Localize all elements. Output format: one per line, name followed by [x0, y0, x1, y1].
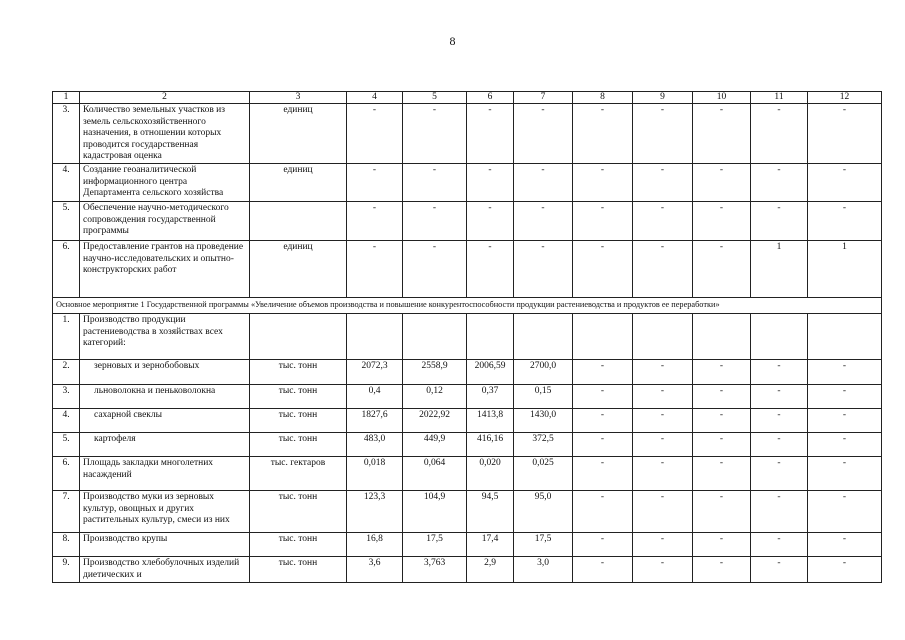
value-cell: - [514, 241, 573, 298]
value-cell: - [693, 457, 751, 491]
value-cell: - [633, 457, 693, 491]
unit-cell: тыс. тонн [250, 491, 347, 533]
value-cell: - [514, 164, 573, 202]
value-cell: 0,020 [467, 457, 514, 491]
row-number-cell: 4. [53, 409, 80, 433]
value-cell: - [693, 104, 751, 164]
value-cell: 0,025 [514, 457, 573, 491]
value-cell: - [693, 202, 751, 241]
value-cell [693, 314, 751, 360]
value-cell: - [633, 241, 693, 298]
value-cell: - [633, 533, 693, 557]
section-title: Основное мероприятие 1 Государственной программы «Увеличение объемов производства и повышение конкурентоспособности продукции растениеводства и продуктов ее переработки» [53, 298, 882, 314]
unit-cell: тыс. тонн [250, 409, 347, 433]
value-cell: 0,12 [403, 385, 467, 409]
table-row [53, 457, 882, 491]
value-cell: 0,37 [467, 385, 514, 409]
page-number: 8 [449, 34, 456, 48]
value-cell: - [347, 104, 403, 164]
value-cell: - [573, 533, 633, 557]
value-cell: - [573, 491, 633, 533]
value-cell [347, 314, 403, 360]
value-cell: 483,0 [347, 433, 403, 457]
value-cell: - [751, 433, 808, 457]
value-cell: - [467, 241, 514, 298]
indicator-name-cell: зерновых и зернобобовых [80, 360, 250, 385]
value-cell: 0,018 [347, 457, 403, 491]
value-cell: 104,9 [403, 491, 467, 533]
unit-cell: единиц [250, 104, 347, 164]
value-cell: - [467, 164, 514, 202]
value-cell: - [808, 104, 882, 164]
value-cell: - [693, 409, 751, 433]
value-cell: - [573, 164, 633, 202]
value-cell: - [633, 491, 693, 533]
value-cell: - [573, 241, 633, 298]
value-cell: - [808, 457, 882, 491]
value-cell: 2022,92 [403, 409, 467, 433]
value-cell: - [347, 202, 403, 241]
row-number-cell: 1. [53, 314, 80, 360]
value-cell: 1430,0 [514, 409, 573, 433]
row-number-cell: 5. [53, 202, 80, 241]
indicator-name-cell: Площадь закладки многолетних насаждений [80, 457, 250, 491]
table-row [53, 433, 882, 457]
unit-cell: тыс. тонн [250, 360, 347, 385]
value-cell: 0,4 [347, 385, 403, 409]
unit-cell: тыс. тонн [250, 557, 347, 583]
value-cell: - [693, 557, 751, 583]
value-cell: - [808, 360, 882, 385]
value-cell: - [693, 385, 751, 409]
value-cell: - [808, 409, 882, 433]
unit-cell: тыс. гектаров [250, 457, 347, 491]
row-number-cell: 8. [53, 533, 80, 557]
value-cell: - [403, 164, 467, 202]
table-body [53, 92, 882, 583]
indicator-name-cell: Обеспечение научно-методического сопровождения государственной программы [80, 202, 250, 241]
value-cell: - [573, 409, 633, 433]
value-cell: 94,5 [467, 491, 514, 533]
value-cell: - [467, 104, 514, 164]
value-cell: 2006,59 [467, 360, 514, 385]
value-cell: 449,9 [403, 433, 467, 457]
table-row [53, 491, 882, 533]
column-number-cell: 2 [80, 92, 250, 104]
value-cell: - [633, 409, 693, 433]
value-cell: - [633, 164, 693, 202]
value-cell: 17,5 [403, 533, 467, 557]
value-cell [633, 314, 693, 360]
value-cell [573, 314, 633, 360]
value-cell: - [693, 360, 751, 385]
value-cell: 123,3 [347, 491, 403, 533]
row-number-cell: 4. [53, 164, 80, 202]
row-number-cell: 7. [53, 491, 80, 533]
column-number-cell: 6 [467, 92, 514, 104]
table-row [53, 241, 882, 298]
unit-cell [250, 202, 347, 241]
value-cell: - [751, 164, 808, 202]
value-cell: - [633, 385, 693, 409]
indicator-name-cell: сахарной свеклы [80, 409, 250, 433]
unit-cell [250, 314, 347, 360]
value-cell: - [693, 433, 751, 457]
indicator-name-cell: Количество земельных участков из земель сельскохозяйственного назначения, в отношении которых проводится государственная кадастровая оценка [80, 104, 250, 164]
column-number-cell: 3 [250, 92, 347, 104]
column-number-cell: 8 [573, 92, 633, 104]
table-row [53, 360, 882, 385]
value-cell: 1827,6 [347, 409, 403, 433]
indicator-name-cell: Создание геоаналитической информационного центра Департамента сельского хозяйства [80, 164, 250, 202]
value-cell [751, 314, 808, 360]
value-cell: 0,064 [403, 457, 467, 491]
value-cell: - [693, 491, 751, 533]
column-number-cell: 11 [751, 92, 808, 104]
value-cell: - [808, 433, 882, 457]
column-number-cell: 9 [633, 92, 693, 104]
value-cell: 2700,0 [514, 360, 573, 385]
value-cell: 2558,9 [403, 360, 467, 385]
value-cell: - [751, 385, 808, 409]
row-number-cell: 9. [53, 557, 80, 583]
value-cell: - [573, 385, 633, 409]
value-cell: - [633, 104, 693, 164]
value-cell: - [751, 360, 808, 385]
value-cell: 17,5 [514, 533, 573, 557]
value-cell: 3,6 [347, 557, 403, 583]
value-cell: - [808, 385, 882, 409]
table-row [53, 314, 882, 360]
column-number-cell: 1 [53, 92, 80, 104]
value-cell: - [751, 457, 808, 491]
value-cell: - [573, 360, 633, 385]
unit-cell: тыс. тонн [250, 533, 347, 557]
column-number-cell: 10 [693, 92, 751, 104]
value-cell: - [573, 457, 633, 491]
value-cell: - [633, 202, 693, 241]
column-number-cell: 4 [347, 92, 403, 104]
column-number-row [53, 92, 882, 104]
value-cell: 416,16 [467, 433, 514, 457]
row-number-cell: 5. [53, 433, 80, 457]
value-cell: - [808, 557, 882, 583]
value-cell: 3,0 [514, 557, 573, 583]
indicator-name-cell: Производство крупы [80, 533, 250, 557]
value-cell: - [514, 104, 573, 164]
value-cell: - [403, 104, 467, 164]
table-row [53, 202, 882, 241]
value-cell: - [573, 557, 633, 583]
indicators-table [52, 91, 882, 583]
value-cell: - [633, 433, 693, 457]
indicator-name-cell: картофеля [80, 433, 250, 457]
indicator-name-cell: Производство муки из зерновых культур, овощных и других растительных культур, смеси из них [80, 491, 250, 533]
value-cell: 0,15 [514, 385, 573, 409]
value-cell: - [633, 360, 693, 385]
value-cell: 2072,3 [347, 360, 403, 385]
column-number-cell: 7 [514, 92, 573, 104]
unit-cell: единиц [250, 241, 347, 298]
value-cell: - [751, 202, 808, 241]
unit-cell: тыс. тонн [250, 433, 347, 457]
indicator-name-cell: Производство продукции растениеводства в хозяйствах всех категорий: [80, 314, 250, 360]
value-cell: - [347, 241, 403, 298]
value-cell: - [467, 202, 514, 241]
indicator-name-cell: Предоставление грантов на проведение научно-исследовательских и опытно-конструкторских работ [80, 241, 250, 298]
value-cell: - [514, 202, 573, 241]
row-number-cell: 6. [53, 241, 80, 298]
value-cell: 16,8 [347, 533, 403, 557]
value-cell: - [573, 433, 633, 457]
row-number-cell: 3. [53, 385, 80, 409]
value-cell [403, 314, 467, 360]
table-row [53, 164, 882, 202]
value-cell: 3,763 [403, 557, 467, 583]
unit-cell: единиц [250, 164, 347, 202]
value-cell: 1 [751, 241, 808, 298]
value-cell: - [751, 104, 808, 164]
value-cell: 1413,8 [467, 409, 514, 433]
column-number-cell: 5 [403, 92, 467, 104]
column-number-cell: 12 [808, 92, 882, 104]
value-cell: - [808, 533, 882, 557]
value-cell [467, 314, 514, 360]
value-cell: - [573, 104, 633, 164]
value-cell: - [347, 164, 403, 202]
unit-cell: тыс. тонн [250, 385, 347, 409]
row-number-cell: 3. [53, 104, 80, 164]
value-cell: - [403, 202, 467, 241]
value-cell: 372,5 [514, 433, 573, 457]
table-row [53, 533, 882, 557]
value-cell: - [693, 164, 751, 202]
value-cell [808, 314, 882, 360]
table-row [53, 409, 882, 433]
value-cell: - [751, 409, 808, 433]
indicator-name-cell: Производство хлебобулочных изделий диетических и [80, 557, 250, 583]
table-row [53, 557, 882, 583]
value-cell: 1 [808, 241, 882, 298]
value-cell: - [808, 164, 882, 202]
value-cell: - [751, 491, 808, 533]
value-cell: - [693, 241, 751, 298]
value-cell: - [633, 557, 693, 583]
value-cell: - [808, 491, 882, 533]
value-cell: - [403, 241, 467, 298]
indicator-name-cell: льноволокна и пеньковолокна [80, 385, 250, 409]
table-row [53, 104, 882, 164]
value-cell [514, 314, 573, 360]
value-cell: - [808, 202, 882, 241]
section-row [53, 298, 882, 314]
value-cell: - [751, 557, 808, 583]
value-cell: 2,9 [467, 557, 514, 583]
value-cell: - [751, 533, 808, 557]
row-number-cell: 6. [53, 457, 80, 491]
value-cell: - [693, 533, 751, 557]
value-cell: 95,0 [514, 491, 573, 533]
value-cell: 17,4 [467, 533, 514, 557]
value-cell: - [573, 202, 633, 241]
table-row [53, 385, 882, 409]
row-number-cell: 2. [53, 360, 80, 385]
